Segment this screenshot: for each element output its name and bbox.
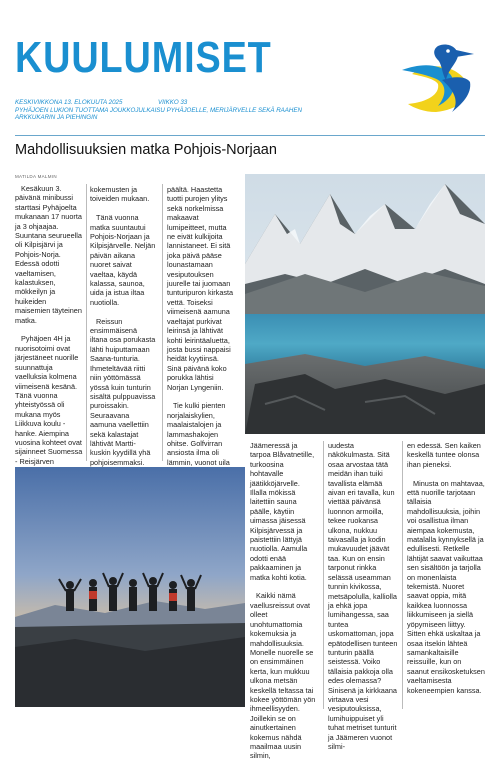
bird-logo-icon — [398, 40, 480, 118]
masthead-divider — [15, 135, 485, 136]
column-divider — [323, 441, 324, 709]
paragraph: Minusta on mahtavaa, että nuorille tarjotaan tällaisia mahdollisuuksia, joihin voi osallistua ilman aiempaa kokemusta, matalalla kynnyksellä ja edullisesti. Retkelle lähtijät saavat vaikuttaa sen sisältöön ja tarjolla on monenlaista tekemistä. Nuoret saavat oppia, mitä kaikkea luonnossa liikkumiseen ja siellä yöpymiseen liittyy. Sitten ehkä uskaltaa ja osaa itsekin lähteä samankaltaisille reissuille, kun on saanut ensikosketuksen vaeltamisesta kokeneempien kanssa. — [407, 478, 485, 695]
masthead — [0, 0, 500, 126]
article-column-6 — [407, 441, 485, 704]
column-divider — [86, 184, 87, 461]
paragraph: Tie kulki pienten norjalaiskylien, maalaistalojen ja lammashakojen ohitse. Golfvirran ansiosta ilma oli lämmin, vuonot uila — [167, 401, 230, 467]
paragraph: Reissun ensimmäisenä iltana osa porukasta lähti huiputtamaan Saana-tunturia. Ihmeteltävää riitti niin yöttömässä yössä kuin tunturin sisältä pulppuavissa puroissakin. Seuraavana aamuna vaellettiin sekä kalastajat lähtivät Martti-kuskin kyydillä yhä pohjoisemmaksi. — [90, 316, 156, 467]
group-sunset-photo — [15, 467, 245, 707]
paragraph: Pyhäjoen 4H ja nuorisotoimi ovat järjestäneet nuorille suunnattuja vaelluksia kolmena viimeisenä kesänä. Tänä vuonna yhteistyössä oli mukana myös Liikkuva koulu -hanke. Aiempina vuosina kohteet ovat sijainneet Suomessa - Reisjärven — [15, 334, 83, 466]
publication-subtitle: PYHÄJOEN LUKION TUOTTAMA JOUKKOJULKAISU PYHÄJOELLE, MERIJÄRVELLE SEKÄ RAAHEN ARKKUKARIN JA PIEHINGIN — [15, 107, 302, 121]
paragraph: Jäämeressä ja tarpoa Blåvatnetille, turkoosina hohtavalle jäätikköjärvelle. Illalla mökissä laitettiin sauna päälle, käytiin uimassa jäisessä Kilpisjärvessä ja paistettiin lättyjä nuotiolla. Aamulla odotti enää pakkaaminen ja matka kohti kotia. — [250, 441, 315, 582]
mountain-lake-photo — [245, 174, 485, 434]
paragraph: en edessä. Sen kaiken keskellä tuntee olonsa ihan pieneksi. — [407, 441, 481, 469]
paragraph: uudesta näkökulmasta. Sitä osaa arvostaa tätä meidän ihan tuiki tavallista elämää aivan eri tavalla, kun viettää päivänsä luonnon armoilla, tekee ruokansa ulkona, nukkuu taivasalla ja kodin mukavuudet jäävät taa. Kun on ensin tarponut rinkka selässä useamman tunnin kivikossa, metsäpolulla, kalliolla ja ehkä jopa lumihangessa, saa tuntea uskomattoman, jopa epätodellisen tunteen tunturin päällä seistessä. Voiko tällaisia pakkoja olla edes olemassa? Sinisenä ja kirkkaana virtaava vesi vesiputouksissa, lumihuippuiset yli tuhat metriset tunturit ja Jäämeren vuonot silmi- — [328, 441, 398, 751]
paragraph: kokemusten ja toiveiden mukaan. — [90, 185, 150, 204]
article-byline: MATILDA MALMIN — [15, 174, 57, 179]
article-column-4 — [250, 441, 318, 770]
column-divider — [402, 441, 403, 709]
paragraph: päältä. Haastetta tuotti purojen ylitys sekä norkelmissa makaavat lumipeitteet, mutta ne eivät kulkijoita lannistaneet. Ei sitä joka päivä pääse lounastamaan vesiputouksen juurelle tai juomaan tunturipuron kirkasta vettä. Toiseksi viimeisenä aamuna vaeltajat purkivat leirinsä ja lähtivät kohti leirintäaluetta, josta bussi nappaisi heidät kyytiinsä. Sinä päivänä koko porukka lähtisi Norjan Lyngeniin. — [167, 185, 234, 392]
paragraph: Kaikki nämä vaellusreissut ovat olleet unohtumattomia kokemuksia ja mahdollisuuksia. Monelle nuorelle se on ensimmäinen kerta, kun mukkuu ulkona metsän keskellä teltassa tai kokee yöttömän yön ihmeellisyyden. Joillekin se on ainutkertainen kokemus nähdä maailmaa uusin silmin, — [250, 591, 316, 761]
article-column-5 — [328, 441, 398, 761]
newspaper-title: KUULUMISET — [15, 33, 272, 82]
article-headline: Mahdollisuuksien matka Pohjois-Norjaan — [15, 142, 277, 158]
issue-date: KESKIVIIKKONA 13. ELOKUUTA 2025 — [15, 99, 123, 106]
issue-week: VIIKKO 33 — [158, 99, 188, 106]
column-divider — [162, 184, 163, 461]
paragraph: Kesäkuun 3. päivänä minibussi starttasi Pyhäjoelta mukanaan 17 nuorta ja 3 ohjaajaa. Suuntana seurueella oli Kilpisjärvi ja Pohjois-Norja. Edessä odotti vaeltamisen, kalastuksen, mökkeilyn ja huikeiden maisemien täyteinen matka. — [15, 184, 82, 325]
paragraph: Tänä vuonna matka suuntautui Pohjois-Norjaan ja Kilpisjärvelle. Neljän päivän aikana nuoret saivat vaeltaa, käydä kalassa, saunoa, uida ja istua iltaa nuotiolla. — [90, 213, 156, 307]
